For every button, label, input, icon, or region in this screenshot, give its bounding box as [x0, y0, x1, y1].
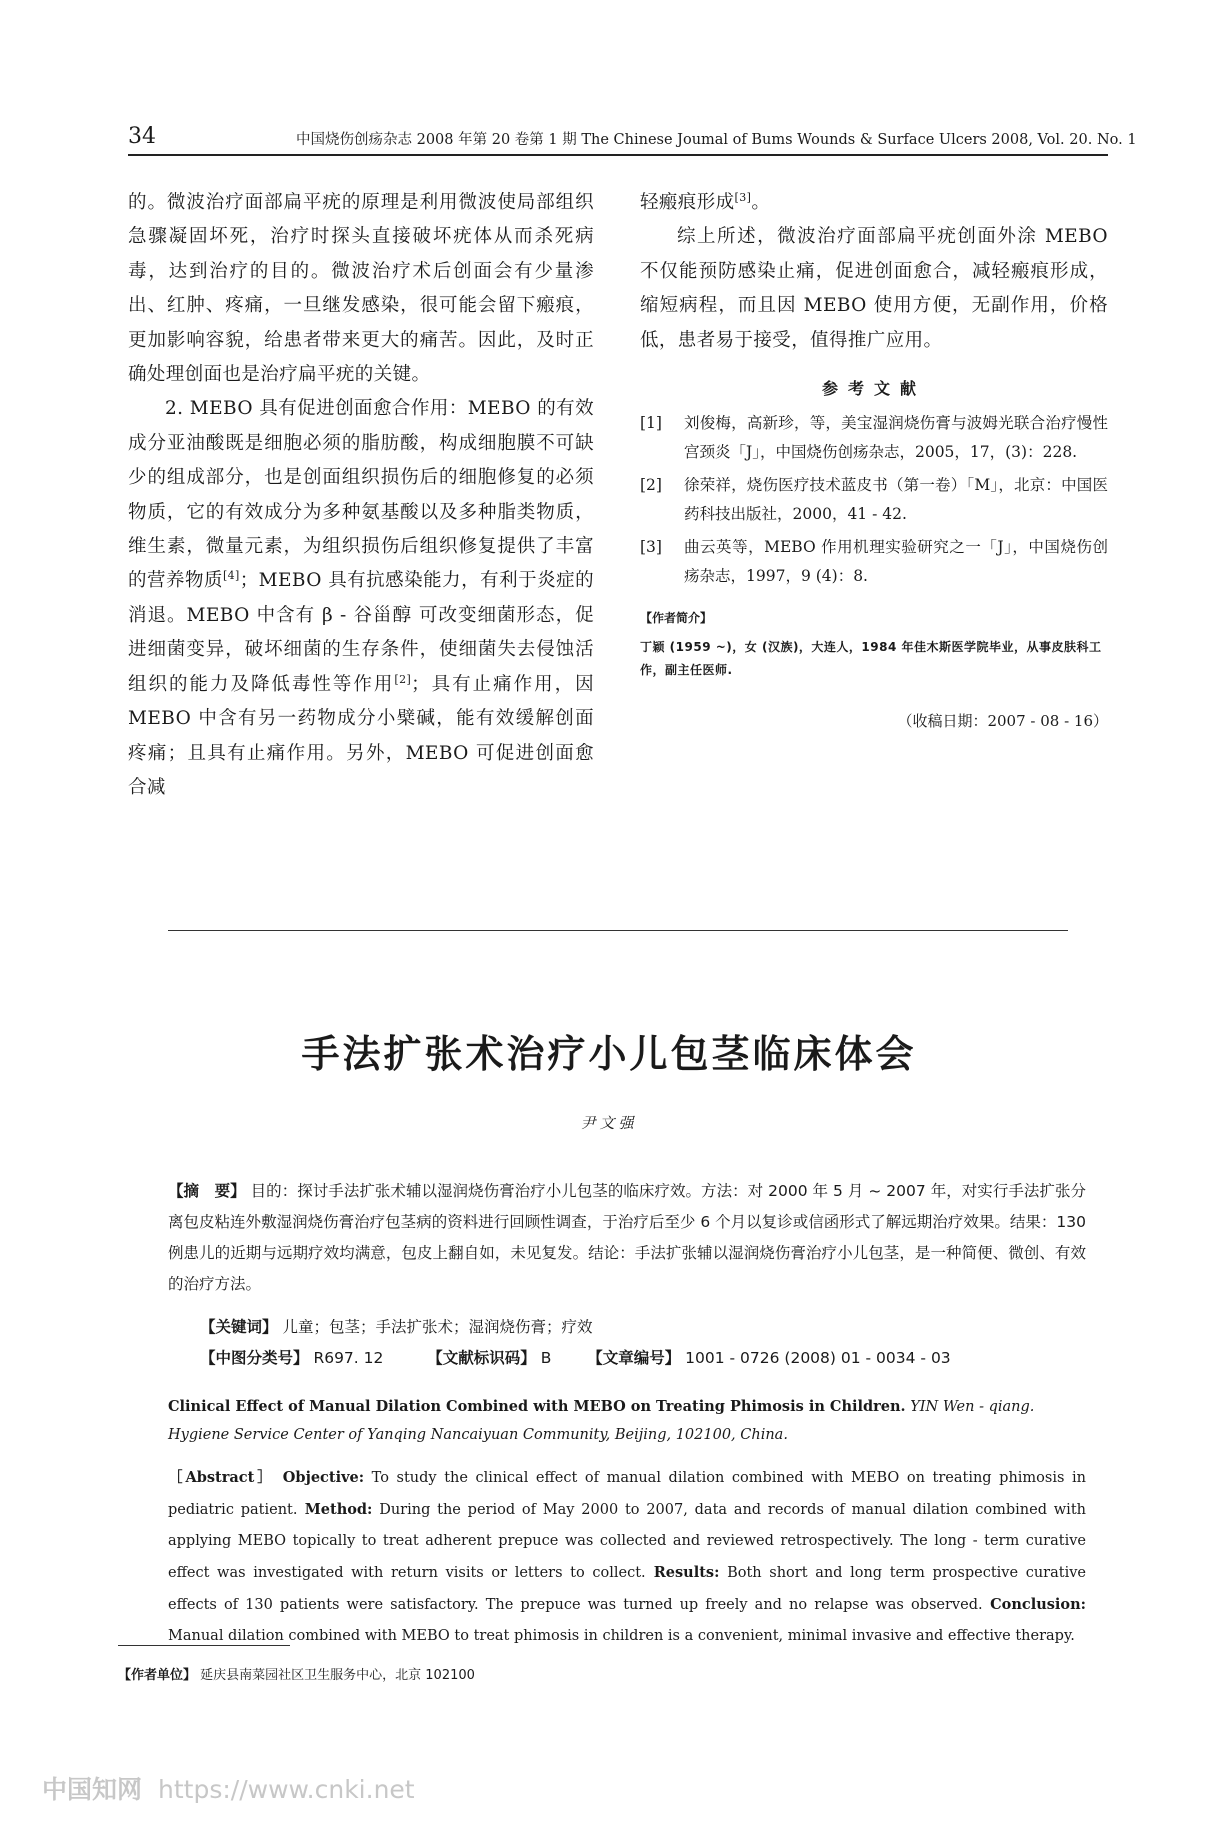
english-title-block [168, 1393, 1086, 1449]
reference-number: [3] [640, 538, 662, 557]
left-paragraph-2-part-a: 2. MEBO 具有促进创面愈合作用：MEBO 的有效成分亚油酸既是细胞必须的脂肪酸，构成细胞膜不可缺少的组成部分，也是创面组织损伤后的细胞修复的必须物质，它的有效成分为多种氨基酸以及多种脂类物质，维生素，微量元素，为组织损伤后组织修复提供了丰富的营养物质 [128, 398, 594, 592]
left-paragraph-2 [128, 392, 594, 805]
cnki-logo: 中国知网 [42, 1775, 143, 1804]
page-number: 34 [128, 124, 156, 149]
affiliation-label: 【作者单位】 [118, 1668, 197, 1683]
article-title: 手法扩张术治疗小儿包茎临床体会 [301, 1032, 917, 1076]
article-separator [168, 930, 1068, 931]
english-title: Clinical Effect of Manual Dilation Combined with MEBO on Treating Phimosis in Children. [168, 1398, 906, 1415]
class-label: 【中图分类号】 [200, 1349, 309, 1367]
doc-id-label: 【文献标识码】 [427, 1349, 536, 1367]
citation-3: [3] [734, 190, 752, 204]
reference-item [640, 533, 1108, 591]
left-paragraph-1: 的。微波治疗面部扁平疣的原理是利用微波使局部组织急骤凝固坏死，治疗时探头直接破坏疣体从而杀死病毒，达到治疗的目的。微波治疗术后创面会有少量渗出、红肿、疼痛，一旦继发感染，很可能会留下瘢痕，更加影响容貌，给患者带来更大的痛苦。因此，及时正确处理创面也是治疗扁平疣的关键。 [128, 192, 594, 386]
citation-4: [4] [222, 569, 240, 583]
english-author-affiliation: YIN Wen - qiang. Hygiene Service Center of Yanqing Nancaiyuan Community, Beijing, 102100, China. [168, 1399, 1035, 1443]
author-note: 丁颖 (1959 ~)，女 (汉族)，大连人，1984 年佳木斯医学院毕业，从事皮肤科工作，副主任医师. [640, 640, 1102, 678]
english-abstract [168, 1462, 1086, 1652]
keywords-line [200, 1315, 592, 1337]
received-date: （收稿日期：2007 - 08 - 16） [897, 712, 1108, 731]
en-objective-text: To study the clinical effect of manual dilation combined with MEBO on treating phimosis in pediatric patient. [168, 1470, 1086, 1518]
doc-id-value: B [535, 1349, 552, 1367]
reference-number: [2] [640, 476, 662, 495]
header-rule [128, 154, 1108, 156]
reference-item [640, 409, 1108, 467]
en-conclusion-label: Conclusion: [982, 1596, 1086, 1613]
footnote-rule [118, 1645, 290, 1646]
reference-text: 曲云英等，MEBO 作用机理实验研究之一「J」，中国烧伤创疡杂志，1997，9 (4)：8. [684, 538, 1108, 586]
reference-number: [1] [640, 414, 662, 433]
author-note-label: 【作者简介】 [640, 611, 713, 626]
author-affiliation [118, 1664, 475, 1683]
article-author: 尹文强 [580, 1114, 638, 1132]
reference-text: 刘俊梅，高新珍，等，美宝湿润烧伤膏与波姆光联合治疗慢性宫颈炎「J」，中国烧伤创疡杂志，2005，17，(3)：228. [684, 414, 1108, 462]
en-abstract-label: ［Abstract］ [168, 1469, 275, 1486]
chinese-abstract [168, 1176, 1086, 1300]
en-method-label: Method: [297, 1501, 373, 1518]
left-column [128, 186, 594, 805]
reference-item [640, 471, 1108, 529]
reference-text: 徐荣祥，烧伤医疗技术蓝皮书（第一卷）「M」，北京：中国医药科技出版社，2000，41 - 42. [684, 476, 1108, 524]
abstract-text: 目的：探讨手法扩张术辅以湿润烧伤膏治疗小儿包茎的临床疗效。方法：对 2000 年 5 月 ~ 2007 年，对实行手法扩张分离包皮粘连外敷湿润烧伤膏治疗包茎病的资料进行回顾性调查，于治疗后至少 6 个月以复诊或信函形式了解远期治疗效果。结果：130 例患儿的近期与远期疗效均满意，包皮上翻自如，未见复发。结论：手法扩张辅以湿润烧伤膏治疗小儿包茎，是一种简便、微创、有效的治疗方法。 [168, 1182, 1086, 1293]
right-paragraph-1-part-a: 轻瘢痕形成 [640, 192, 735, 213]
cnki-url: https://www.cnki.net [158, 1775, 415, 1804]
en-conclusion-text: Manual dilation combined with MEBO to treat phimosis in children is a convenient, minimal invasive and effective therapy. [168, 1628, 1075, 1644]
right-paragraph-1-part-b: 。 [751, 192, 771, 213]
article-no-value: 1001 - 0726 (2008) 01 - 0034 - 03 [680, 1349, 951, 1367]
right-column [640, 186, 1108, 731]
references-title: 参考文献 [821, 379, 926, 399]
left-paragraph-2-part-c: ；具有止痛作用，因 MEBO 中含有另一药物成分小檗碱，能有效缓解创面疼痛；且具有止痛作用。另外，MEBO 可促进创面愈合减 [128, 673, 594, 798]
keywords-text: 儿童；包茎；手法扩张术；湿润烧伤膏；疗效 [277, 1318, 593, 1336]
cnki-watermark [42, 1770, 415, 1806]
abstract-label: 【摘 要】 [168, 1182, 246, 1200]
keywords-label: 【关键词】 [200, 1318, 278, 1336]
classification-line [200, 1346, 951, 1368]
article-no-label: 【文章编号】 [587, 1349, 681, 1367]
citation-2: [2] [394, 672, 412, 686]
affiliation-text: 延庆县南菜园社区卫生服务中心，北京 102100 [196, 1668, 475, 1683]
en-results-text: Both short and long term prospective curative effects of 130 patients were satisfactory. The prepuce was turned up freely and no relapse was observed. [168, 1565, 1086, 1613]
right-paragraph-1 [640, 186, 1108, 220]
running-head: 中国烧伤创疡杂志 2008 年第 20 卷第 1 期 The Chinese Joumal of Bums Wounds & Surface Ulcers 2008, Vol. 20. No. 1 [296, 132, 1137, 148]
en-results-label: Results: [645, 1564, 720, 1581]
class-value: R697. 12 [308, 1349, 384, 1367]
en-objective-label: Objective: [274, 1469, 365, 1486]
right-paragraph-2: 综上所述，微波治疗面部扁平疣创面外涂 MEBO 不仅能预防感染止痛，促进创面愈合，减轻瘢痕形成，缩短病程，而且因 MEBO 使用方便，无副作用，价格低，患者易于接受，值得推广应用。 [640, 226, 1108, 351]
en-method-text: During the period of May 2000 to 2007, data and records of manual dilation combined with applying MEBO topically to treat adherent prepuce was collected and reviewed retrospectively. The long - term curative effect was investigated with return visits or letters to collect. [168, 1502, 1086, 1581]
left-paragraph-2-part-b: ；MEBO 具有抗感染能力，有利于炎症的消退。MEBO 中含有 β - 谷甾醇 可改变细菌形态，促进细菌变异，破坏细菌的生存条件，使细菌失去侵蚀活组织的能力及降低毒性等作用 [128, 570, 594, 695]
reference-list [640, 409, 1108, 591]
